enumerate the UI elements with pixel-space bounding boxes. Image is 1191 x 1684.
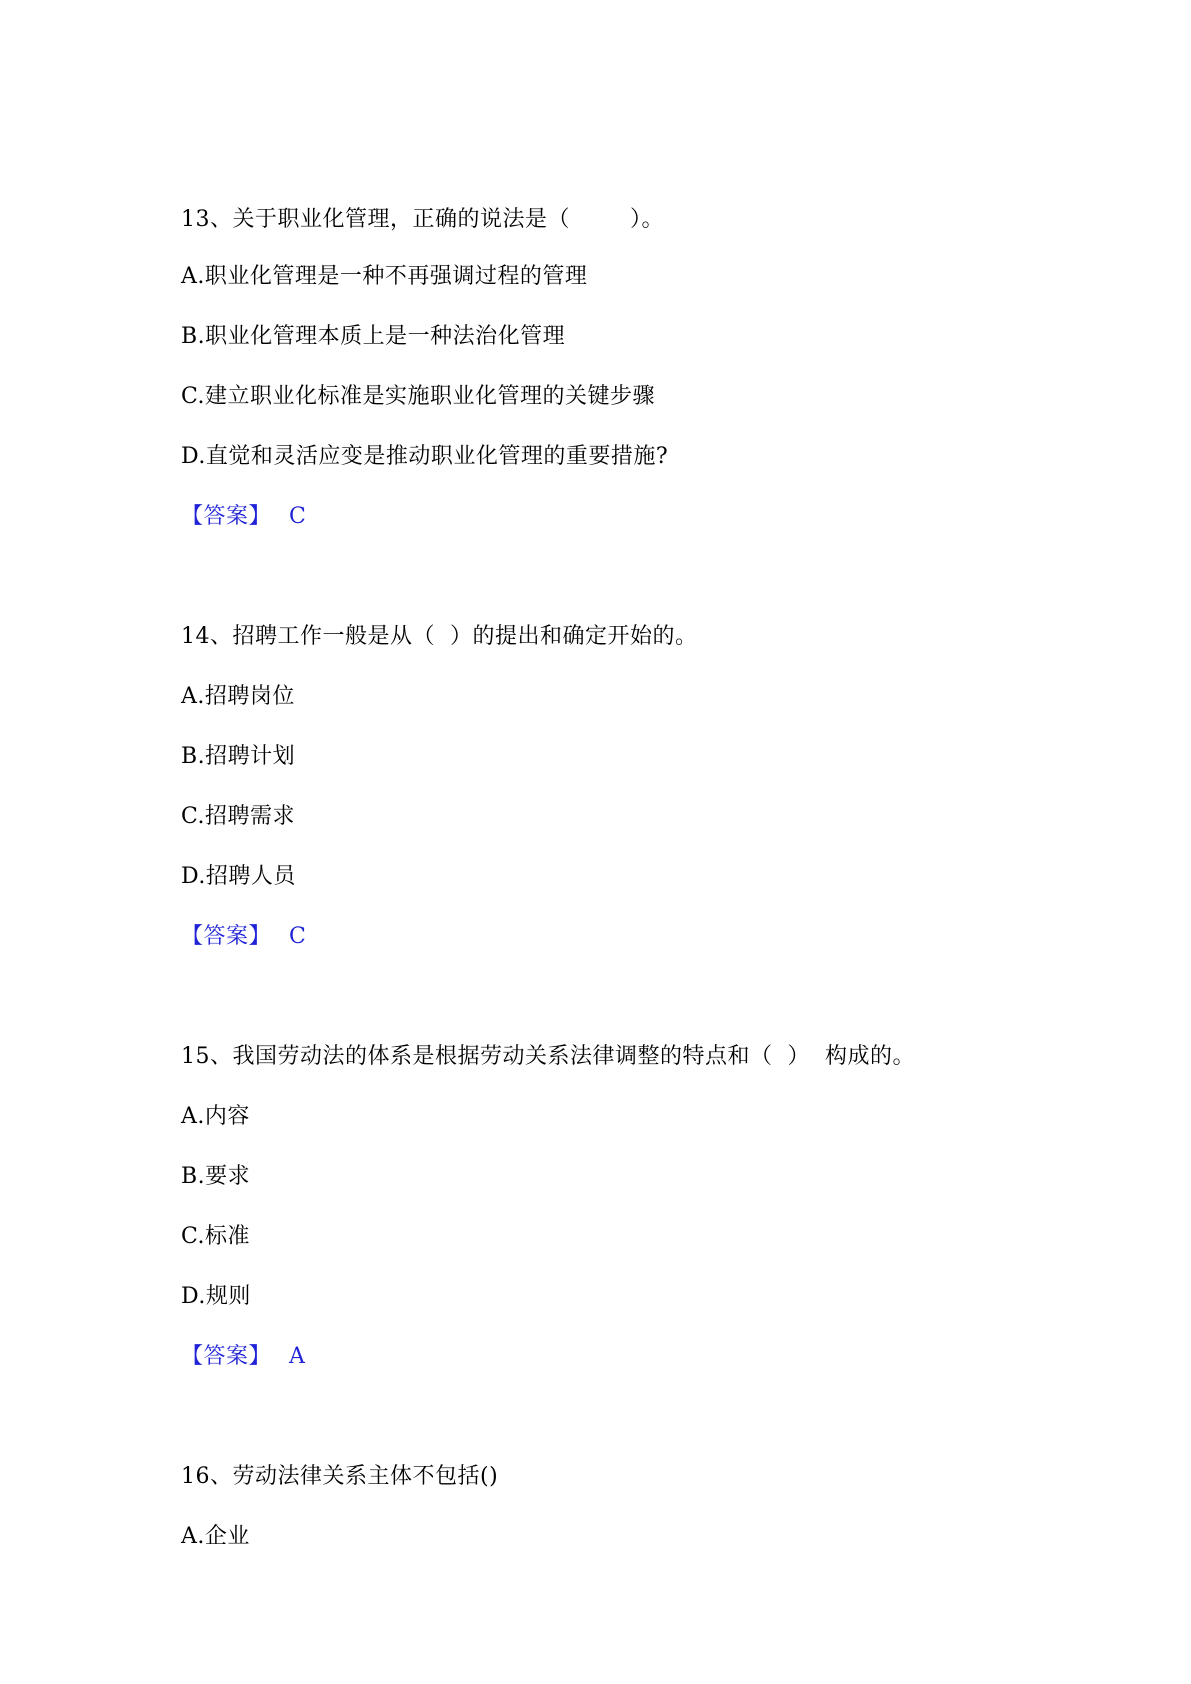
question-15-option-b: B.要求 [181,1164,251,1189]
question-14-answer [181,922,306,952]
question-13-answer [181,502,306,532]
question-15-option-c: C.标准 [181,1224,251,1249]
question-14-option-d: D.招聘人员 [181,864,296,889]
question-13-option-d: D.直觉和灵活应变是推动职业化管理的重要措施? [181,444,669,469]
question-14-option-b: B.招聘计划 [181,744,296,769]
question-15-option-a: A.内容 [181,1104,250,1129]
question-14-option-c: C.招聘需求 [181,804,296,829]
question-13-option-b: B.职业化管理本质上是一种法治化管理 [181,324,566,349]
question-15-option-d: D.规则 [181,1284,251,1309]
question-15-stem: 15、我国劳动法的体系是根据劳动关系法律调整的特点和（ ） 构成的。 [181,1044,915,1069]
answer-label: 【答案】 [181,1344,272,1369]
question-13-stem: 13、关于职业化管理，正确的说法是（ ）。 [181,207,664,232]
question-15-answer [181,1342,305,1372]
answer-label: 【答案】 [181,504,272,529]
question-13-option-c: C.建立职业化标准是实施职业化管理的关键步骤 [181,384,656,409]
question-13-option-a: A.职业化管理是一种不再强调过程的管理 [181,264,588,289]
answer-value: A [289,1344,306,1369]
question-16-stem: 16、劳动法律关系主体不包括() [181,1464,499,1489]
answer-value: C [289,504,307,529]
answer-value: C [289,924,307,949]
answer-label: 【答案】 [181,924,272,949]
question-14-stem: 14、招聘工作一般是从（ ）的提出和确定开始的。 [181,624,698,649]
question-14-option-a: A.招聘岗位 [181,684,295,709]
question-16-option-a: A.企业 [181,1524,250,1549]
